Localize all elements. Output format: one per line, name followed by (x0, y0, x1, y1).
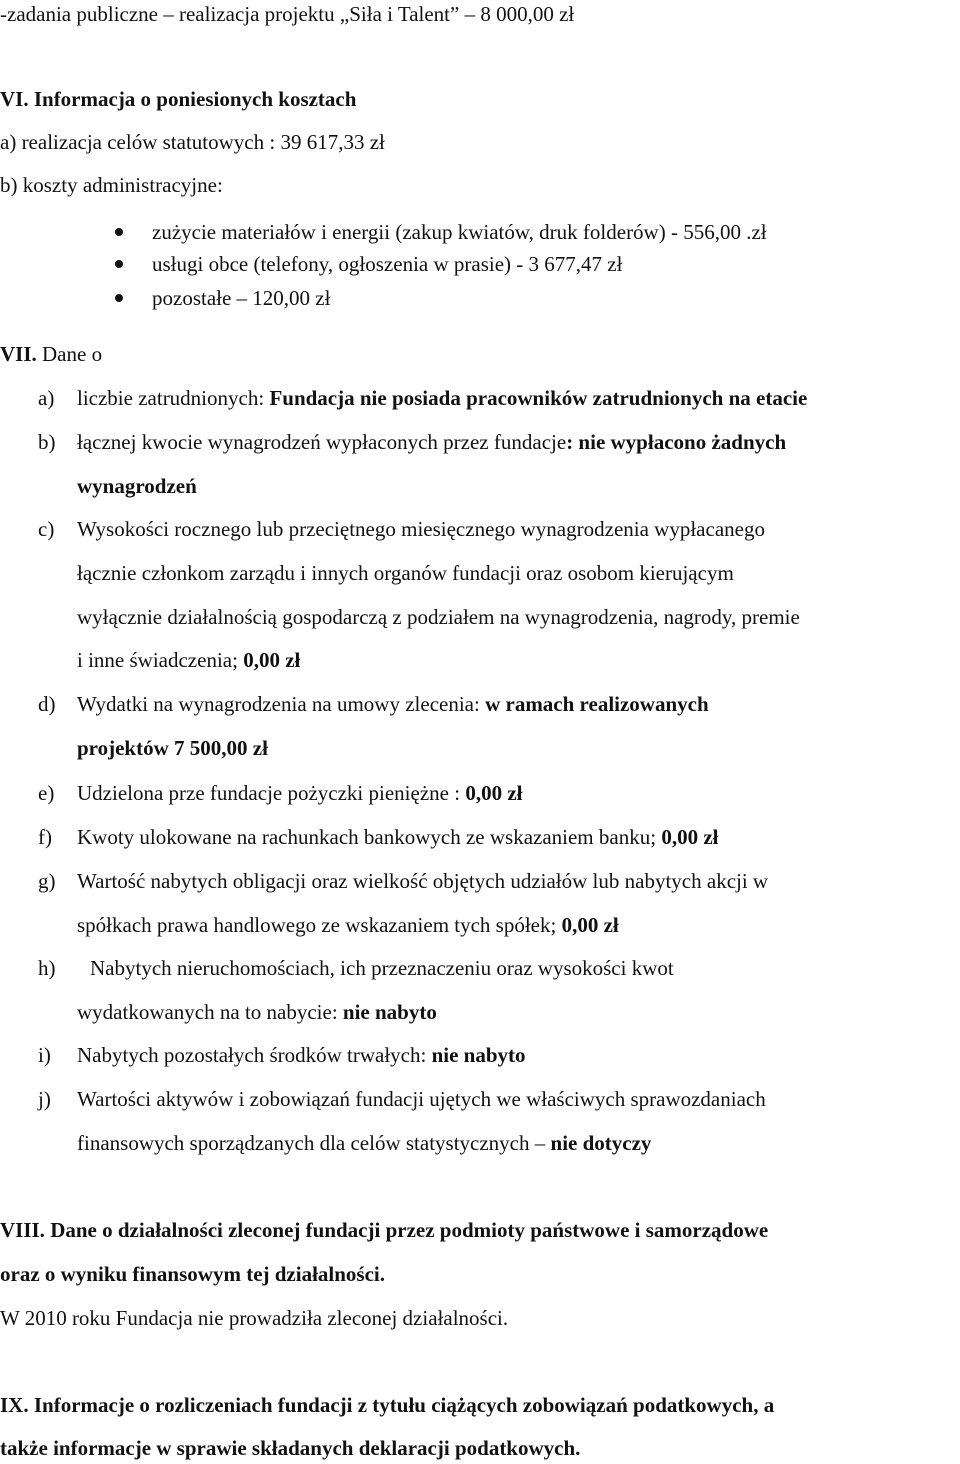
item-h-label: h) (38, 956, 56, 980)
section-6-item-b: b) koszty administracyjne: (0, 173, 223, 197)
item-c-line-2: łącznie członkom zarządu i innych organów fundacji oraz osobom kierującym (77, 561, 734, 585)
section-8-text: W 2010 roku Fundacja nie prowadziła zleconej działalności. (0, 1306, 509, 1330)
item-e-text: Udzielona prze fundacje pożyczki pieniężne : 0,00 zł (77, 781, 523, 805)
item-c-line-3: wyłącznie działalnością gospodarczą z podziałem na wynagrodzenia, nagrody, premie (77, 605, 800, 629)
section-6-heading: VI. Informacja o poniesionych kosztach (0, 87, 357, 111)
section-7-heading: VII. Dane o (0, 342, 103, 366)
item-h-line-2: wydatkowanych na to nabycie: nie nabyto (77, 1000, 437, 1024)
bullet-icon (115, 228, 123, 236)
item-d-text: Wydatki na wynagrodzenia na umowy zlecenia: w ramach realizowanych (77, 692, 709, 716)
item-g-label: g) (38, 869, 56, 893)
item-c-line-4: i inne świadczenia; 0,00 zł (77, 648, 301, 672)
cost-bullet-other: pozostałe – 120,00 zł (152, 286, 331, 310)
item-f-label: f) (38, 825, 52, 849)
item-b-label: b) (38, 430, 56, 454)
item-f-text: Kwoty ulokowane na rachunkach bankowych ze wskazaniem banku; 0,00 zł (77, 825, 719, 849)
section-8-heading-line-1: VIII. Dane o działalności zleconej fundacji przez podmioty państwowe i samorządowe (0, 1218, 769, 1242)
item-c-label: c) (38, 517, 55, 541)
item-g-line-1: Wartość nabytych obligacji oraz wielkość objętych udziałów lub nabytych akcji w (77, 869, 769, 893)
item-j-line-2: finansowych sporządzanych dla celów statystycznych – nie dotyczy (77, 1131, 652, 1155)
item-g-line-2: spółkach prawa handlowego ze wskazaniem tych spółek; 0,00 zł (77, 913, 619, 937)
cost-bullet-materials: zużycie materiałów i energii (zakup kwiatów, druk folderów) - 556,00 .zł (152, 220, 767, 244)
item-b-text: łącznej kwocie wynagrodzeń wypłaconych przez fundacje: nie wypłacono żadnych (77, 430, 787, 454)
item-a-label: a) (38, 386, 55, 410)
section-8-heading-line-2: oraz o wyniku finansowym tej działalności. (0, 1262, 386, 1286)
bullet-icon (115, 294, 123, 302)
item-d-label: d) (38, 692, 56, 716)
item-d-text-cont: projektów 7 500,00 zł (77, 736, 268, 760)
bullet-icon (115, 260, 123, 268)
item-h-line-1: Nabytych nieruchomościach, ich przeznaczeniu oraz wysokości kwot (90, 956, 674, 980)
cost-bullet-services: usługi obce (telefony, ogłoszenia w prasie) - 3 677,47 zł (152, 252, 623, 276)
item-e-label: e) (38, 781, 55, 805)
section-9-heading-line-1: IX. Informacje o rozliczeniach fundacji z tytułu ciążących zobowiązań podatkowych, a (0, 1393, 775, 1417)
item-b-text-cont: wynagrodzeń (77, 474, 197, 498)
item-j-line-1: Wartości aktywów i zobowiązań fundacji ujętych we właściwych sprawozdaniach (77, 1087, 766, 1111)
item-c-line-1: Wysokości rocznego lub przeciętnego miesięcznego wynagrodzenia wypłacanego (77, 517, 765, 541)
item-a-text: liczbie zatrudnionych: Fundacja nie posiada pracowników zatrudnionych na etacie (77, 386, 808, 410)
item-j-label: j) (38, 1087, 51, 1111)
section-9-heading-line-2: także informacje w sprawie składanych deklaracji podatkowych. (0, 1436, 581, 1460)
item-i-text: Nabytych pozostałych środków trwałych: nie nabyto (77, 1043, 526, 1067)
item-i-label: i) (38, 1043, 51, 1067)
top-line: -zadania publiczne – realizacja projektu „Siła i Talent” – 8 000,00 zł (0, 2, 575, 26)
section-6-item-a: a) realizacja celów statutowych : 39 617,33 zł (0, 130, 385, 154)
